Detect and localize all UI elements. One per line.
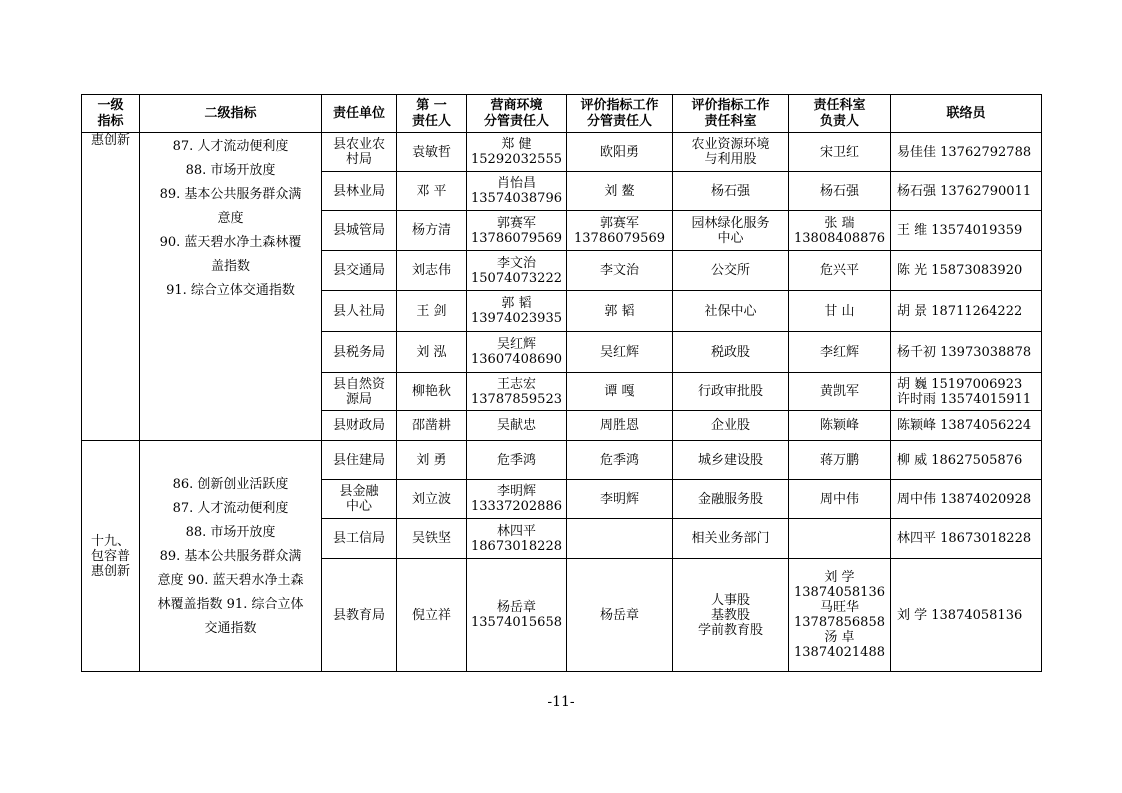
eval-dept-cell: 人事股 基教股 学前教育股 [673, 559, 789, 672]
dept-head-cell: 宋卫红 [789, 133, 891, 172]
dept-head-cell: 甘 山 [789, 291, 891, 332]
eval-manager-cell: 李明辉 [567, 480, 673, 519]
eval-manager-cell [567, 519, 673, 559]
business-env-cell: 王志宏 13787859523 [467, 373, 567, 411]
eval-dept-cell: 相关业务部门 [673, 519, 789, 559]
responsibility-table [81, 94, 1042, 672]
column-header: 营商环境 分管责任人 [467, 95, 567, 133]
dept-head-cell: 刘 学 13874058136 马旺华 13787856858 汤 卓 13874021488 [789, 559, 891, 672]
contact-cell: 易佳佳 13762792788 [891, 133, 1042, 172]
column-header: 第 一 责任人 [397, 95, 467, 133]
first-responsible-cell: 王 剑 [397, 291, 467, 332]
unit-cell: 县金融 中心 [322, 480, 397, 519]
unit-cell: 县税务局 [322, 332, 397, 373]
first-responsible-cell: 刘志伟 [397, 251, 467, 291]
unit-cell: 县林业局 [322, 172, 397, 211]
first-responsible-cell: 邓 平 [397, 172, 467, 211]
eval-dept-cell: 税政股 [673, 332, 789, 373]
unit-cell: 县人社局 [322, 291, 397, 332]
unit-cell: 县交通局 [322, 251, 397, 291]
eval-manager-cell: 李文治 [567, 251, 673, 291]
business-env-cell: 郭赛军 13786079569 [467, 211, 567, 251]
dept-head-cell: 李红辉 [789, 332, 891, 373]
unit-cell: 县住建局 [322, 441, 397, 480]
table-row [82, 133, 1042, 172]
first-responsible-cell: 杨方清 [397, 211, 467, 251]
eval-dept-cell: 行政审批股 [673, 373, 789, 411]
level2-indicator-cell: 87. 人才流动便利度 88. 市场开放度 89. 基本公共服务群众满 意度 90. 蓝天碧水净土森林覆 盖指数 91. 综合立体交通指数 [140, 133, 322, 441]
column-header: 责任单位 [322, 95, 397, 133]
eval-dept-cell: 社保中心 [673, 291, 789, 332]
first-responsible-cell: 邵凿耕 [397, 411, 467, 441]
eval-dept-cell: 企业股 [673, 411, 789, 441]
first-responsible-cell: 柳艳秋 [397, 373, 467, 411]
unit-cell: 县财政局 [322, 411, 397, 441]
column-header: 二级指标 [140, 95, 322, 133]
table-row [82, 441, 1042, 480]
dept-head-cell: 蒋万鹏 [789, 441, 891, 480]
first-responsible-cell: 袁敏哲 [397, 133, 467, 172]
unit-cell: 县工信局 [322, 519, 397, 559]
dept-head-cell: 陈颖峰 [789, 411, 891, 441]
eval-manager-cell: 周胜恩 [567, 411, 673, 441]
contact-cell: 林四平 18673018228 [891, 519, 1042, 559]
level1-indicator-cell: 十九、 包容普 惠创新 [82, 441, 140, 672]
column-header: 一级 指标 [82, 95, 140, 133]
contact-cell: 杨石强 13762790011 [891, 172, 1042, 211]
dept-head-cell: 黄凯军 [789, 373, 891, 411]
contact-cell: 杨千初 13973038878 [891, 332, 1042, 373]
business-env-cell: 李文治 15074073222 [467, 251, 567, 291]
dept-head-cell: 杨石强 [789, 172, 891, 211]
table-body [82, 133, 1042, 672]
dept-head-cell: 危兴平 [789, 251, 891, 291]
contact-cell: 王 维 13574019359 [891, 211, 1042, 251]
eval-dept-cell: 城乡建设股 [673, 441, 789, 480]
eval-manager-cell: 杨岳章 [567, 559, 673, 672]
business-env-cell: 郑 健 15292032555 [467, 133, 567, 172]
eval-manager-cell: 刘 鳌 [567, 172, 673, 211]
eval-dept-cell: 杨石强 [673, 172, 789, 211]
column-header: 联络员 [891, 95, 1042, 133]
contact-cell: 周中伟 13874020928 [891, 480, 1042, 519]
eval-dept-cell: 园林绿化服务 中心 [673, 211, 789, 251]
level2-indicator-cell: 86. 创新创业活跃度 87. 人才流动便利度 88. 市场开放度 89. 基本公共服务群众满 意度 90. 蓝天碧水净土森 林覆盖指数 91. 综合立体 交通指数 [140, 441, 322, 672]
unit-cell: 县教育局 [322, 559, 397, 672]
column-header: 评价指标工作 分管责任人 [567, 95, 673, 133]
contact-cell: 刘 学 13874058136 [891, 559, 1042, 672]
business-env-cell: 肖怡昌 13574038796 [467, 172, 567, 211]
contact-cell: 陈颖峰 13874056224 [891, 411, 1042, 441]
eval-manager-cell: 欧阳勇 [567, 133, 673, 172]
contact-cell: 陈 光 15873083920 [891, 251, 1042, 291]
business-env-cell: 李明辉 13337202886 [467, 480, 567, 519]
page-number: -11- [547, 694, 575, 710]
eval-manager-cell: 吴红辉 [567, 332, 673, 373]
eval-manager-cell: 郭赛军 13786079569 [567, 211, 673, 251]
eval-manager-cell: 危季鸿 [567, 441, 673, 480]
first-responsible-cell: 倪立祥 [397, 559, 467, 672]
level1-indicator-cell: 惠创新 [82, 133, 140, 441]
first-responsible-cell: 刘 泓 [397, 332, 467, 373]
dept-head-cell: 周中伟 [789, 480, 891, 519]
eval-dept-cell: 金融服务股 [673, 480, 789, 519]
unit-cell: 县自然资 源局 [322, 373, 397, 411]
dept-head-cell [789, 519, 891, 559]
business-env-cell: 郭 韬 13974023935 [467, 291, 567, 332]
first-responsible-cell: 刘立波 [397, 480, 467, 519]
eval-manager-cell: 谭 嘎 [567, 373, 673, 411]
business-env-cell: 危季鸿 [467, 441, 567, 480]
unit-cell: 县城管局 [322, 211, 397, 251]
eval-dept-cell: 农业资源环境 与利用股 [673, 133, 789, 172]
business-env-cell: 杨岳章 13574015658 [467, 559, 567, 672]
table-header-row [82, 95, 1042, 133]
business-env-cell: 吴献忠 [467, 411, 567, 441]
unit-cell: 县农业农 村局 [322, 133, 397, 172]
column-header: 责任科室 负责人 [789, 95, 891, 133]
column-header: 评价指标工作 责任科室 [673, 95, 789, 133]
eval-manager-cell: 郭 韬 [567, 291, 673, 332]
contact-cell: 胡 巍 15197006923 许时雨 13574015911 [891, 373, 1042, 411]
eval-dept-cell: 公交所 [673, 251, 789, 291]
first-responsible-cell: 刘 勇 [397, 441, 467, 480]
contact-cell: 胡 景 18711264222 [891, 291, 1042, 332]
first-responsible-cell: 吴铁坚 [397, 519, 467, 559]
business-env-cell: 林四平 18673018228 [467, 519, 567, 559]
contact-cell: 柳 威 18627505876 [891, 441, 1042, 480]
dept-head-cell: 张 瑞 13808408876 [789, 211, 891, 251]
business-env-cell: 吴红辉 13607408690 [467, 332, 567, 373]
